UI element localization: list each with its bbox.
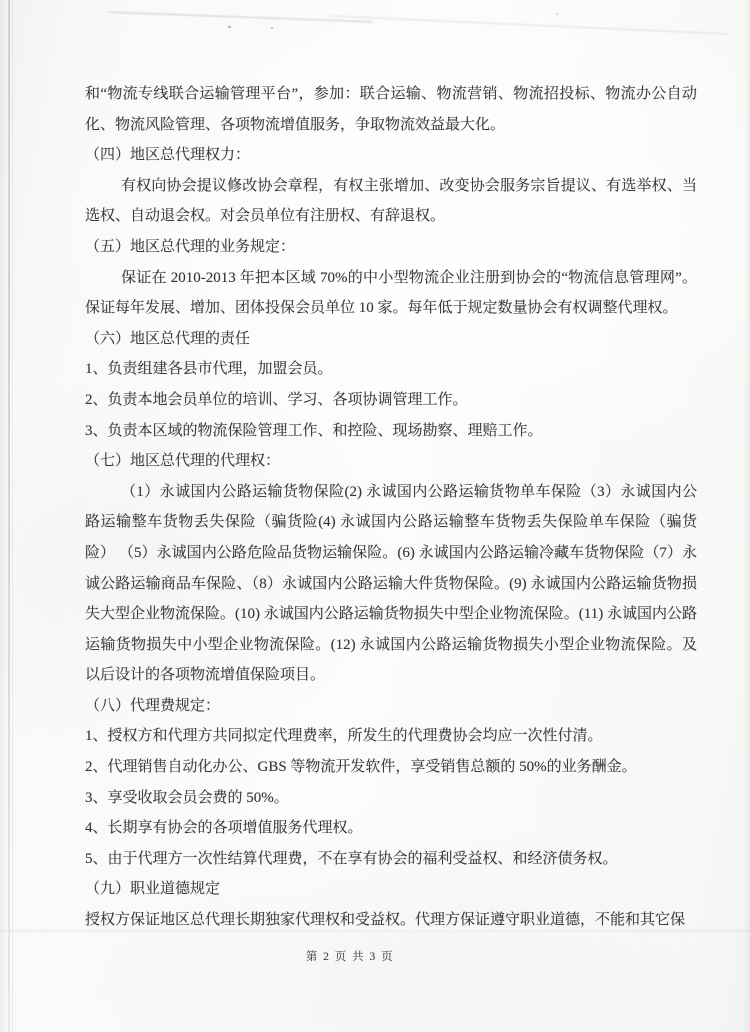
paragraph: （1）永诚国内公路运输货物保险(2) 永诚国内公路运输货物单车保险（3）永诚国内公路运输整车货物丢失保险（骗货险(4) 永诚国内公路运输整车货物丢失保险单车保险（骗货险） （5）永诚国内公路危险品货物运输保险。(6) 永诚国内公路运输冷藏车货物保险（7）永诚公路运输商品车保险、（8）永诚国内公路运输大件货物保险。(9) 永诚国内公路运输货物损失大型企业物流保险。(10) 永诚国内公路运输货物损失中型企业物流保险。(11) 永诚国内公路运输货物损失中小型企业物流保险。(12) 永诚国内公路运输货物损失小型企业物流保险。及以后设计的各项物流增值保险项目。: [85, 483, 697, 684]
paragraph: 授权方保证地区总代理长期独家代理权和受益权。代理方保证遵守职业道德，不能和其它保: [85, 912, 686, 929]
paragraph: 2、负责本地会员单位的培训、学习、各项协调管理工作。: [85, 391, 468, 408]
paper-edge-shadow-left: [0, 0, 8, 1032]
paper-edge-line-secondary: [12, 0, 13, 1032]
scan-speck: [556, 13, 558, 15]
paragraph: 2、代理销售自动化办公、GBS 等物流开发软件，享受销售总额的 50%的业务酬金。: [85, 759, 637, 776]
paper-crease: [108, 11, 373, 23]
paragraph: 1、授权方和代理方共同拟定代理费率，所发生的代理费协会均应一次性付清。: [85, 728, 603, 745]
paragraph: 4、长期享有协会的各项增值服务代理权。: [85, 820, 363, 837]
paragraph: 3、负责本区域的物流保险管理工作、和控险、现场勘察、理赔工作。: [85, 422, 543, 439]
paragraph: （六）地区总代理的责任: [85, 330, 251, 347]
paragraph: （八）代理费规定：: [85, 697, 221, 714]
paragraph: 保证在 2010-2013 年把本区域 70%的中小型物流企业注册到协会的“物流信息管理网”。保证每年发展、增加、团体投保会员单位 10 家。每年低于规定数量协会有权调整代理权。: [85, 269, 697, 317]
paragraph: 有权向协会提议修改协会章程，有权主张增加、改变协会服务宗旨提议、有选举权、当选权、自动退会权。对会员单位有注册权、有辞退权。: [85, 177, 697, 225]
page-number-footer: 第 2 页 共 3 页: [305, 951, 395, 963]
paper-edge-line: [8, 0, 10, 1032]
paragraph: （四）地区总代理权力：: [85, 147, 251, 164]
paragraph: （九）职业道德规定: [85, 881, 221, 898]
paper-edge-shadow-right: [743, 0, 750, 1032]
paragraph: 3、享受收取会员会费的 50%。: [85, 789, 289, 806]
scan-speck: [271, 27, 273, 29]
scan-speck: [228, 26, 231, 28]
paragraph: 1、负责组建各县市代理，加盟会员。: [85, 361, 333, 378]
document-body: [85, 79, 697, 936]
paragraph: （七）地区总代理的代理权：: [85, 453, 281, 470]
paper-crease: [330, 15, 730, 35]
paragraph: 和“物流专线联合运输管理平台”，参加：联合运输、物流营销、物流招投标、物流办公自动化、物流风险管理、各项物流增值服务，争取物流效益最大化。: [85, 86, 697, 133]
paragraph: 5、由于代理方一次性结算代理费，不在享有协会的福利受益权、和经济债务权。: [85, 850, 618, 867]
paragraph: （五）地区总代理的业务规定：: [85, 238, 296, 255]
